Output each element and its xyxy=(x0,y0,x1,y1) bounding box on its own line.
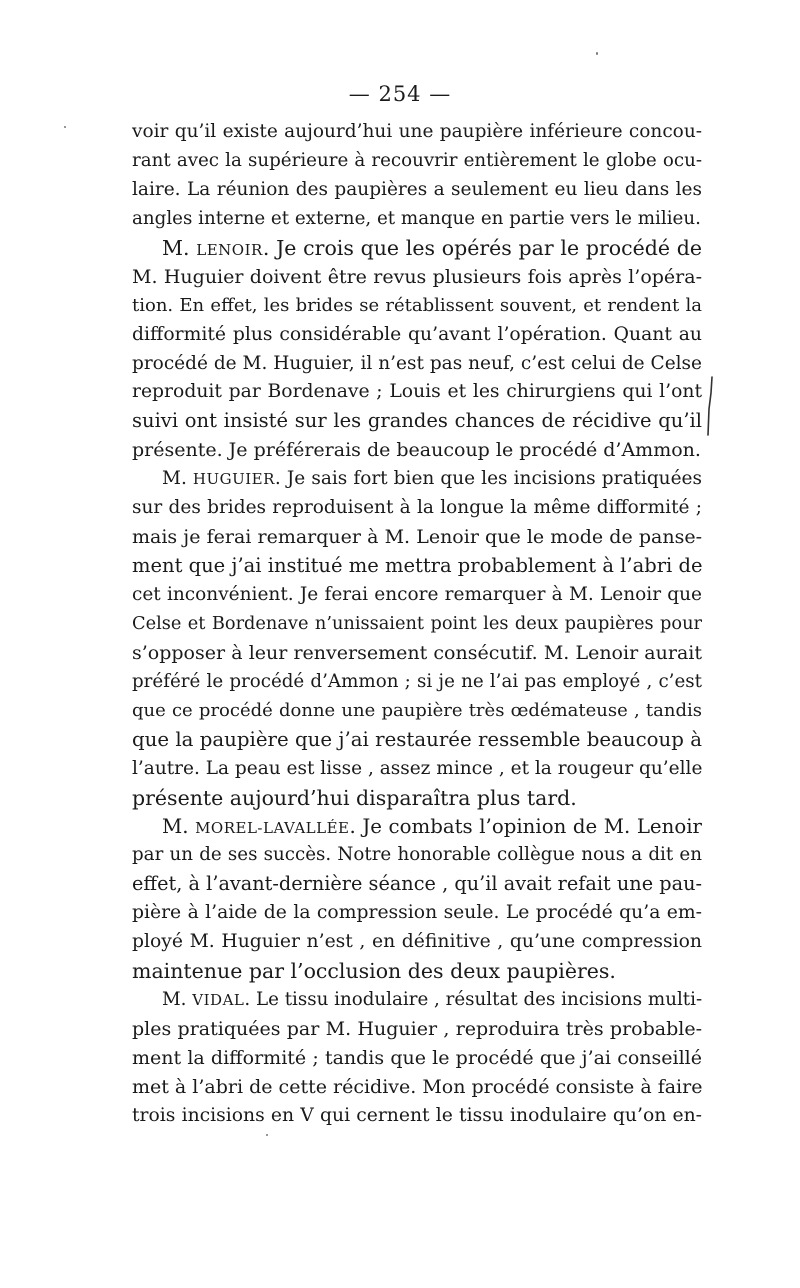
text-line: mais je ferai remarquer à M. Lenoir que le mode de panse- xyxy=(132,526,702,549)
text-line: ment la difformité ; tandis que le procédé que j’ai conseillé xyxy=(132,1047,702,1069)
paragraph-vidal xyxy=(132,986,702,1131)
text-line: pière à l’aide de la compression seule. Le procédé qu’a em- xyxy=(132,902,702,924)
text-line: procédé de M. Huguier, il n’est pas neuf, c’est celui de Celse xyxy=(132,352,702,374)
paragraph xyxy=(132,118,702,234)
text-line: que la paupière que j’ai restaurée ressemble beaucoup à xyxy=(132,727,702,751)
body-text xyxy=(132,118,702,1131)
text-line-speaker xyxy=(132,986,702,1015)
text-line: présente aujourd’hui disparaîtra plus tard. xyxy=(132,785,577,810)
text-line: l’autre. La peau est lisse , assez mince , et la rougeur qu’elle xyxy=(132,757,703,779)
text-line: reproduit par Bordenave ; Louis et les chirurgiens qui l’ont xyxy=(132,381,702,403)
text-line: Celse et Bordenave n’unissaient point les deux paupières pour xyxy=(132,613,702,634)
speaker-name: MOREL-LAVALLÉE xyxy=(195,818,350,837)
text-line: sur des brides reproduisent à la longue la même difformité ; xyxy=(132,497,702,519)
text-segment: . Le tissu inodulaire , résultat des incisions multi- xyxy=(244,989,703,1011)
paper-speck xyxy=(266,1134,268,1136)
text-line: par un de ses succès. Notre honorable collègue nous a dit en xyxy=(132,844,702,866)
margin-pencil-mark xyxy=(706,375,716,437)
text-line-speaker xyxy=(132,465,702,494)
text-line-speaker xyxy=(132,234,702,263)
text-line: difformité plus considérable qu’avant l’opération. Quant au xyxy=(132,323,702,345)
text-line: met à l’abri de cette récidive. Mon procédé consiste à faire xyxy=(132,1075,703,1098)
text-line: que ce procédé donne une paupière très œdémateuse , tandis xyxy=(132,699,702,721)
text-segment: . Je sais fort bien que les incisions pratiquées xyxy=(274,468,702,490)
paper-speck xyxy=(596,52,598,55)
text-line: trois incisions en V qui cernent le tissu inodulaire qu’on en- xyxy=(132,1104,702,1126)
paragraph-lenoir xyxy=(132,234,702,466)
text-line: rant avec la supérieure à recouvrir entièrement le globe ocu- xyxy=(132,149,702,171)
text-line: ples pratiquées par M. Huguier , reproduira très probable- xyxy=(132,1018,702,1041)
speaker-name: HUGUIER xyxy=(192,470,275,489)
speaker-prefix: M. xyxy=(162,468,193,490)
text-line: s’opposer à leur renversement consécutif. M. Lenoir aurait xyxy=(132,641,702,664)
speaker-prefix: M. xyxy=(162,235,197,260)
text-line: préféré le procédé d’Ammon ; si je ne l’ai pas employé , c’est xyxy=(132,670,702,692)
paragraph-huguier xyxy=(132,465,702,812)
speaker-prefix: M. xyxy=(162,814,196,838)
text-line-speaker xyxy=(132,813,702,842)
text-line: ment que j’ai institué me mettra probablement à l’abri de xyxy=(132,554,703,578)
text-line: tion. En effet, les brides se rétablissent souvent, et rendent la xyxy=(132,294,702,316)
speaker-prefix: M. xyxy=(162,989,193,1011)
text-line: présente. Je préférerais de beaucoup le procédé d’Ammon. xyxy=(132,439,701,462)
text-line: maintenue par l’occlusion des deux paupières. xyxy=(132,959,616,984)
text-segment: . Je crois que les opérés par le procédé de xyxy=(262,235,702,260)
speaker-name: LENOIR xyxy=(196,240,263,259)
text-line: effet, à l’avant-dernière séance , qu’il avait refait une pau- xyxy=(132,872,702,896)
text-line: angles interne et externe, et manque en partie vers le milieu. xyxy=(132,207,701,229)
text-line: M. Huguier doivent être revus plusieurs fois après l’opéra- xyxy=(132,265,702,288)
text-line: cet inconvénient. Je ferai encore remarquer à M. Lenoir que xyxy=(132,584,702,605)
text-segment: . Je combats l’opinion de M. Lenoir xyxy=(349,814,702,838)
text-line: laire. La réunion des paupières a seulement eu lieu dans les xyxy=(132,178,702,200)
paragraph-morel-lavallee xyxy=(132,813,702,987)
text-line: ployé M. Huguier n’est , en définitive , qu’une compression xyxy=(132,931,702,953)
text-line: voir qu’il existe aujourd’hui une paupière inférieure concou- xyxy=(132,121,702,142)
page-number: — 254 — xyxy=(348,82,452,106)
text-line: suivi ont insisté sur les grandes chances de récidive qu’il xyxy=(132,409,702,433)
speaker-name: VIDAL xyxy=(192,991,245,1010)
paper-speck xyxy=(64,126,66,128)
